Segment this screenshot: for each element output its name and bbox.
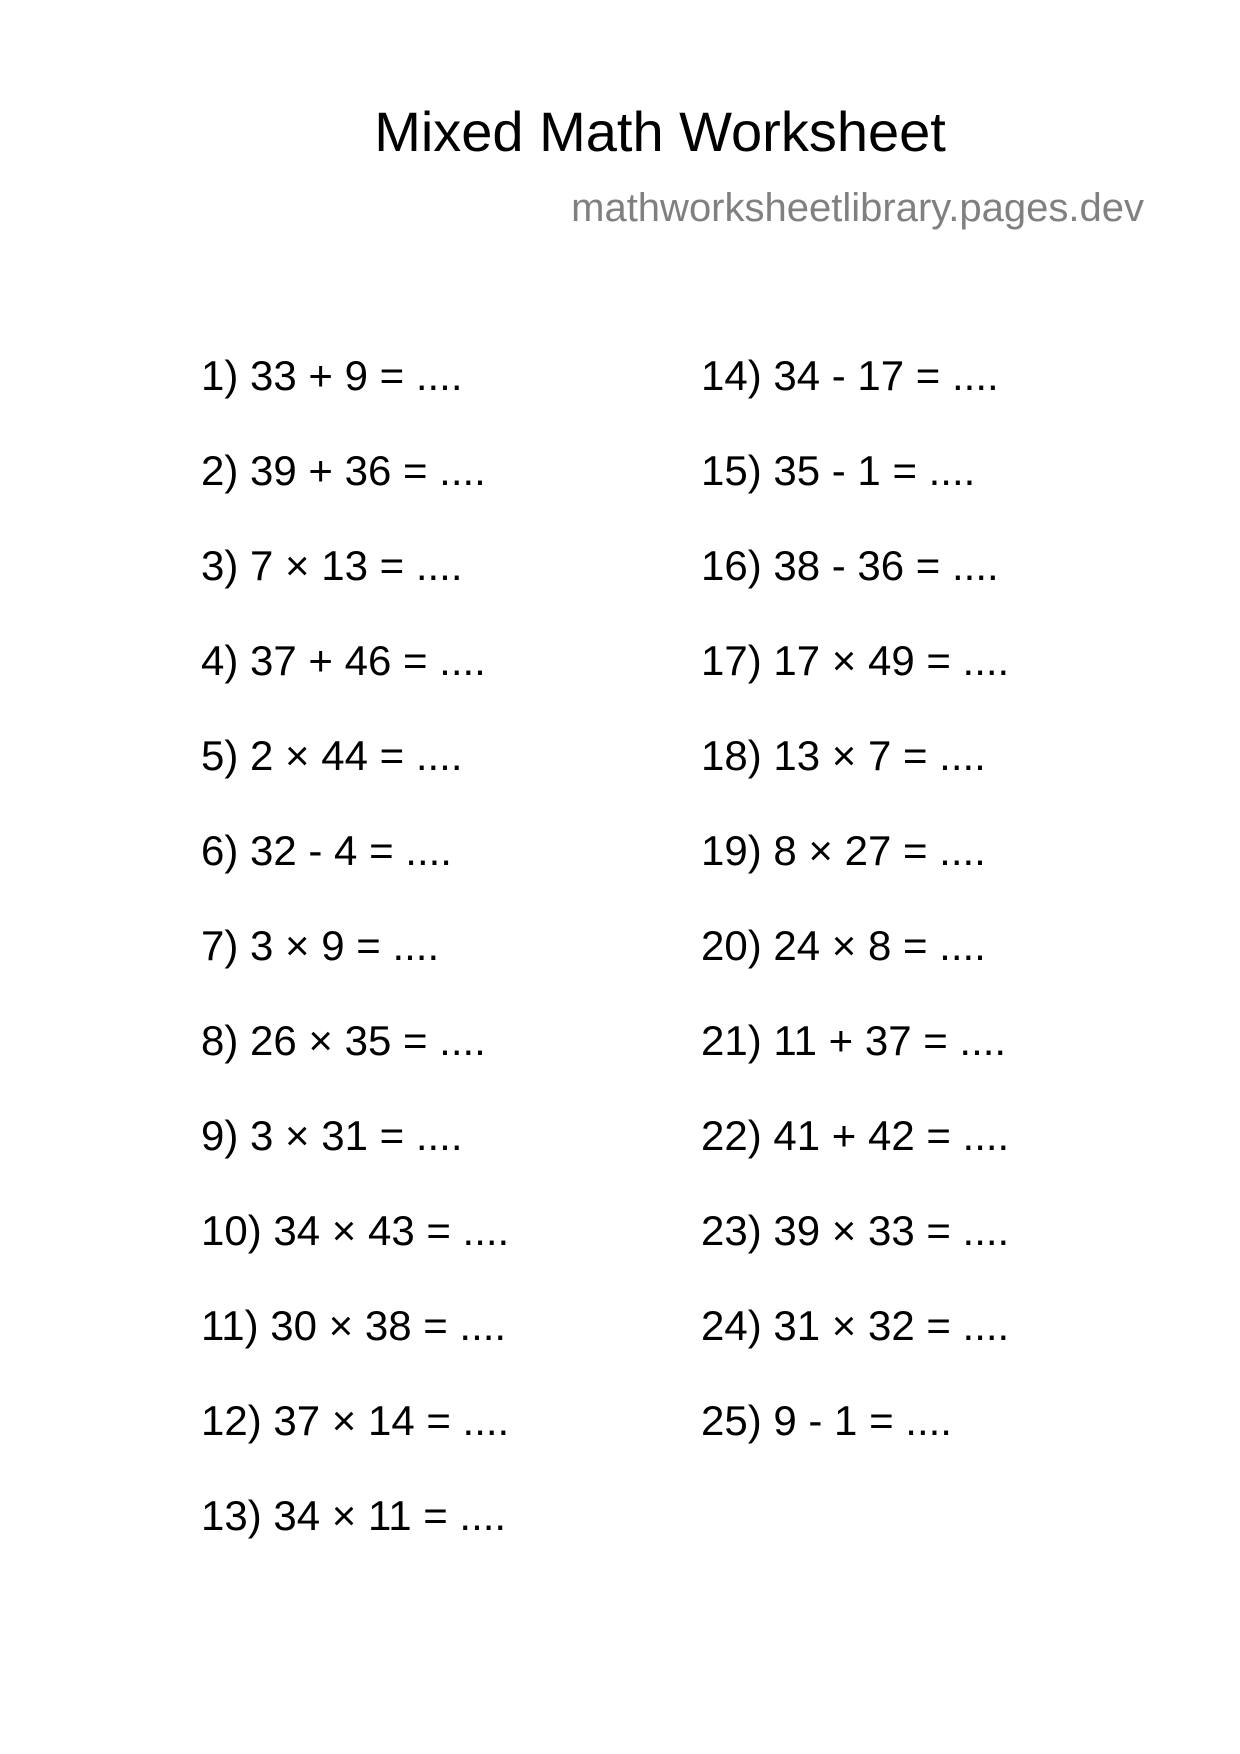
problem-item: 11) 30 × 38 = .... — [201, 1302, 507, 1349]
problem-item: 20) 24 × 8 = .... — [701, 922, 986, 969]
problem-item: 16) 38 - 36 = .... — [701, 542, 999, 589]
problem-item: 6) 32 - 4 = .... — [201, 827, 452, 874]
website-label: mathworksheetlibrary.pages.dev — [571, 186, 1144, 230]
problem-item: 15) 35 - 1 = .... — [701, 447, 976, 494]
problem-item: 12) 37 × 14 = .... — [201, 1397, 510, 1444]
problem-item: 21) 11 + 37 = .... — [701, 1017, 1007, 1064]
problem-item: 2) 39 + 36 = .... — [201, 447, 486, 494]
page-title: Mixed Math Worksheet — [374, 100, 946, 163]
problem-item: 19) 8 × 27 = .... — [701, 827, 986, 874]
problem-item: 17) 17 × 49 = .... — [701, 637, 1010, 684]
problem-item: 25) 9 - 1 = .... — [701, 1397, 952, 1444]
problem-item: 8) 26 × 35 = .... — [201, 1017, 486, 1064]
problem-item: 5) 2 × 44 = .... — [201, 732, 463, 779]
problem-item: 3) 7 × 13 = .... — [201, 542, 463, 589]
problem-item: 13) 34 × 11 = .... — [201, 1492, 507, 1539]
problem-item: 7) 3 × 9 = .... — [201, 922, 440, 969]
problem-item: 22) 41 + 42 = .... — [701, 1112, 1010, 1159]
problem-item: 23) 39 × 33 = .... — [701, 1207, 1010, 1254]
problem-item: 1) 33 + 9 = .... — [201, 352, 463, 399]
problem-column-left — [201, 346, 509, 1581]
problem-item: 18) 13 × 7 = .... — [701, 732, 986, 779]
problem-item: 10) 34 × 43 = .... — [201, 1207, 510, 1254]
problem-item: 14) 34 - 17 = .... — [701, 352, 999, 399]
problem-item: 9) 3 × 31 = .... — [201, 1112, 463, 1159]
problem-item: 4) 37 + 46 = .... — [201, 637, 486, 684]
problem-column-right — [701, 346, 1009, 1486]
problem-item: 24) 31 × 32 = .... — [701, 1302, 1010, 1349]
